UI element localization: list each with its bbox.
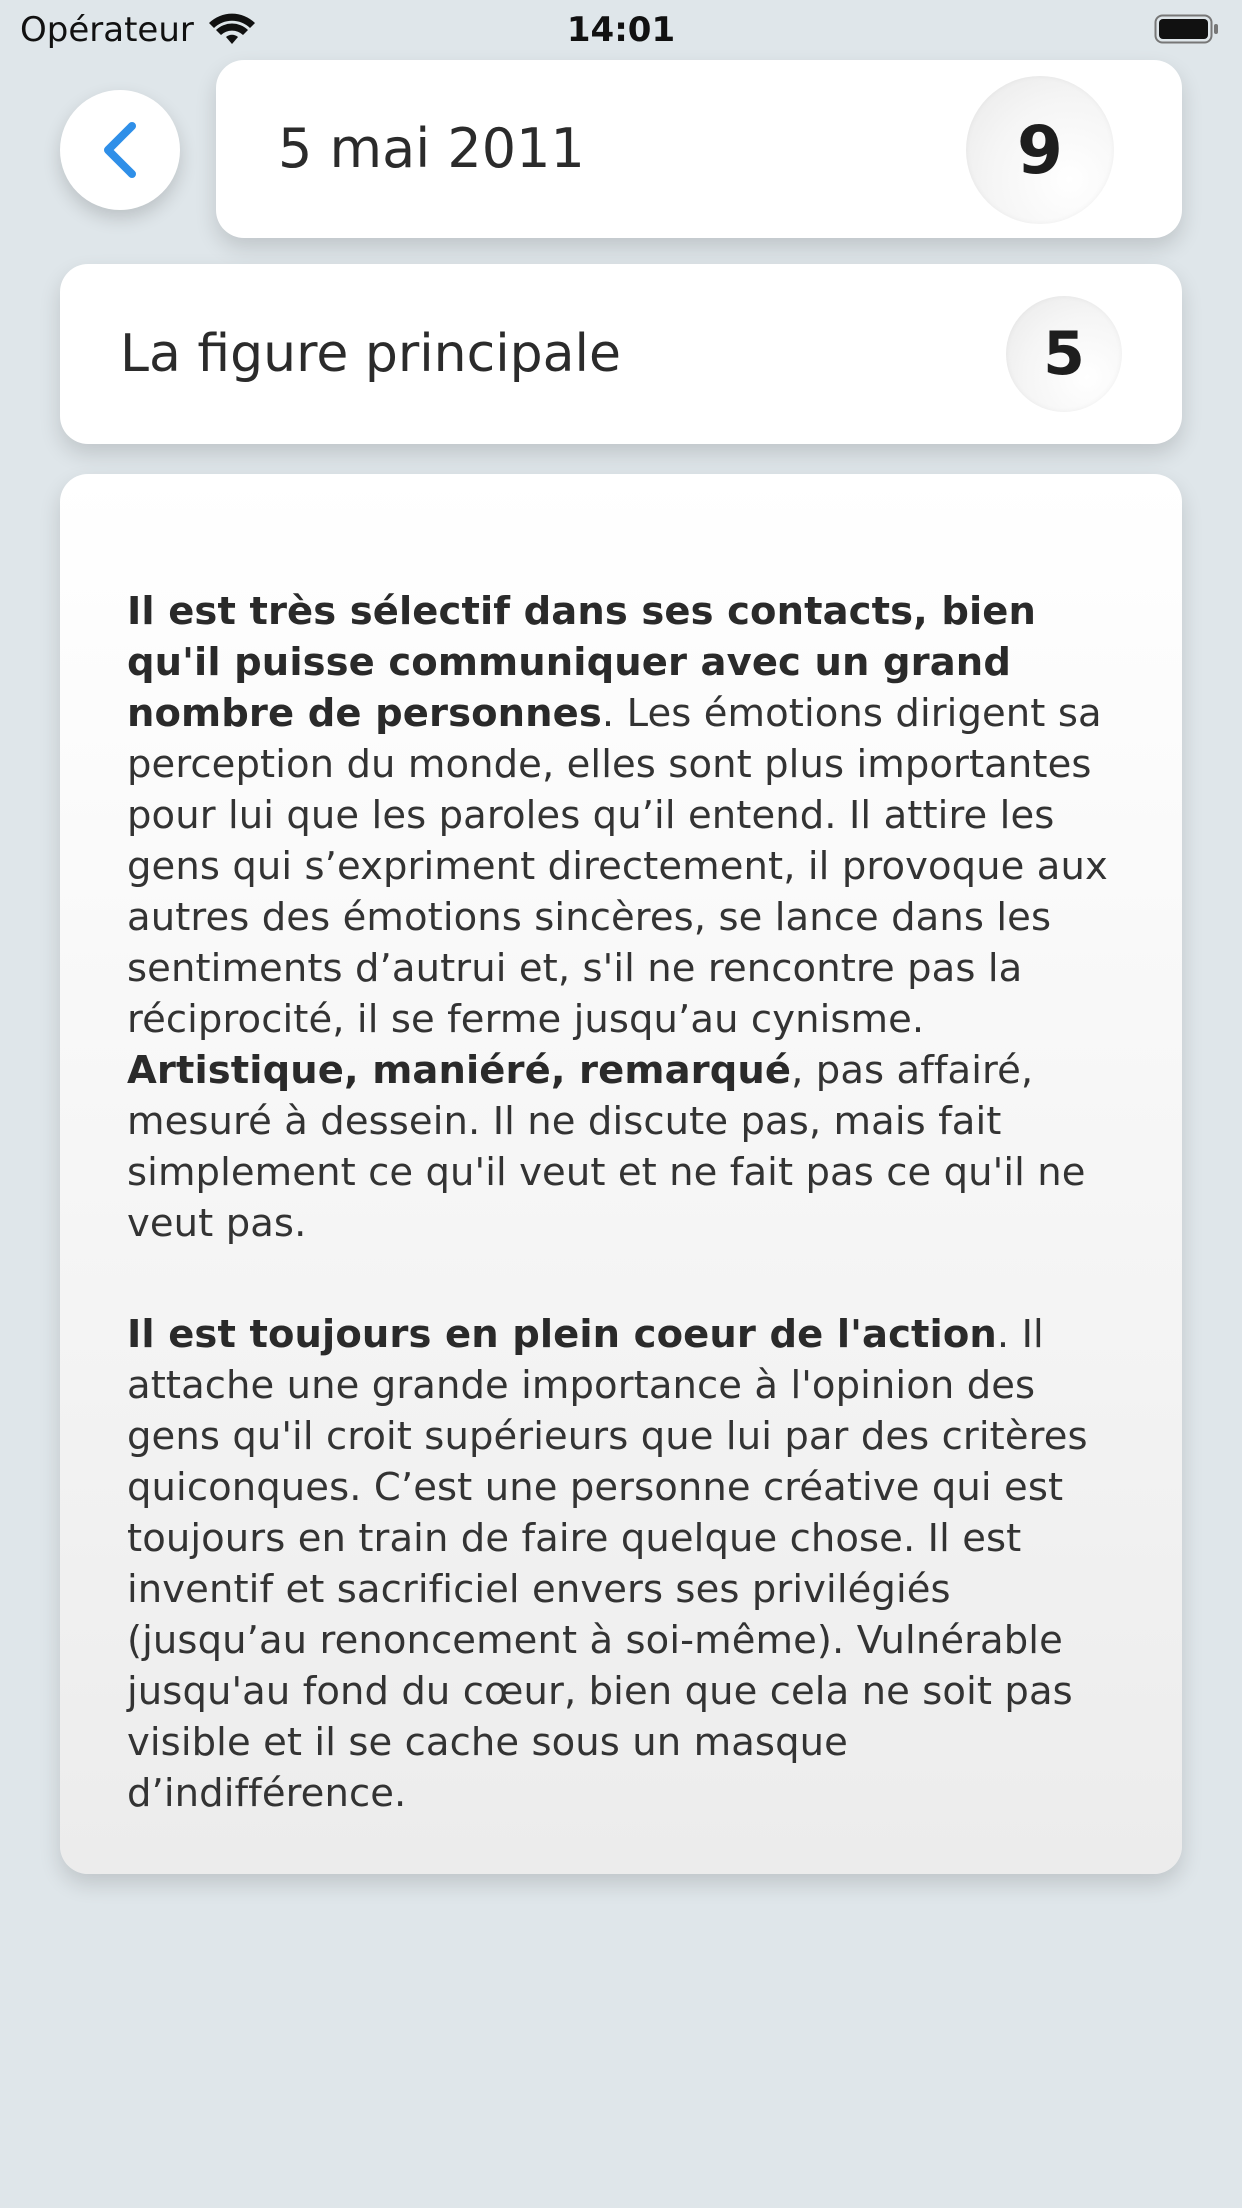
status-time: 14:01 [566, 10, 676, 50]
paragraph-1-bold-traits: Artistique, maniéré, remarqué [127, 1048, 792, 1093]
paragraph-1-text-end: , pas affairé, mesuré à dessein. Il ne discute pas, mais fait simplement ce qu'il veut et ne fait pas ce qu'il ne veut pas. [127, 1048, 1086, 1246]
figure-card [60, 264, 1182, 444]
paragraph-1-text: . Les émotions dirigent sa perception du monde, elles sont plus importantes pour lui que les paroles qu’il entend. Il attire les gens qui s’expriment directement, il provoque aux autres des émotions sincères, se lance dans les sentiments d’autrui et, s'il ne rencontre pas la réciprocité, il se ferme jusqu’au cynisme. [127, 691, 1108, 1042]
back-button[interactable] [60, 90, 180, 210]
chevron-left-icon [98, 120, 142, 180]
paragraph-1-bold-lead: Il est très sélectif dans ses contacts, bien qu'il puisse communiquer avec un grand nombre de personnes [127, 589, 1037, 736]
description-text [127, 586, 1137, 1819]
paragraph-2-bold-lead: Il est toujours en plein coeur de l'action [127, 1312, 997, 1357]
battery-icon [1154, 14, 1220, 44]
description-card [60, 474, 1182, 1874]
carrier-label: Opérateur [20, 10, 194, 50]
description-paragraph-1 [127, 586, 1137, 1249]
paragraph-2-text: . Il attache une grande importance à l'opinion des gens qu'il croit supérieurs que lui par des critères quiconques. C’est une personne créative qui est toujours en train de faire quelque chose. Il est inventif et sacrificiel envers ses privilégiés (jusqu’au renoncement à soi-même). Vulnérable jusqu'au fond du cœur, bien que cela ne soit pas visible et il se cache sous un masque d’indifférence. [127, 1312, 1088, 1816]
date-label: 5 mai 2011 [278, 117, 585, 180]
figure-number-badge: 5 [1006, 296, 1122, 412]
status-bar [0, 0, 1242, 60]
figure-title: La figure principale [120, 324, 621, 384]
date-card [216, 60, 1182, 238]
description-paragraph-2 [127, 1309, 1137, 1819]
date-number-badge: 9 [966, 76, 1114, 224]
